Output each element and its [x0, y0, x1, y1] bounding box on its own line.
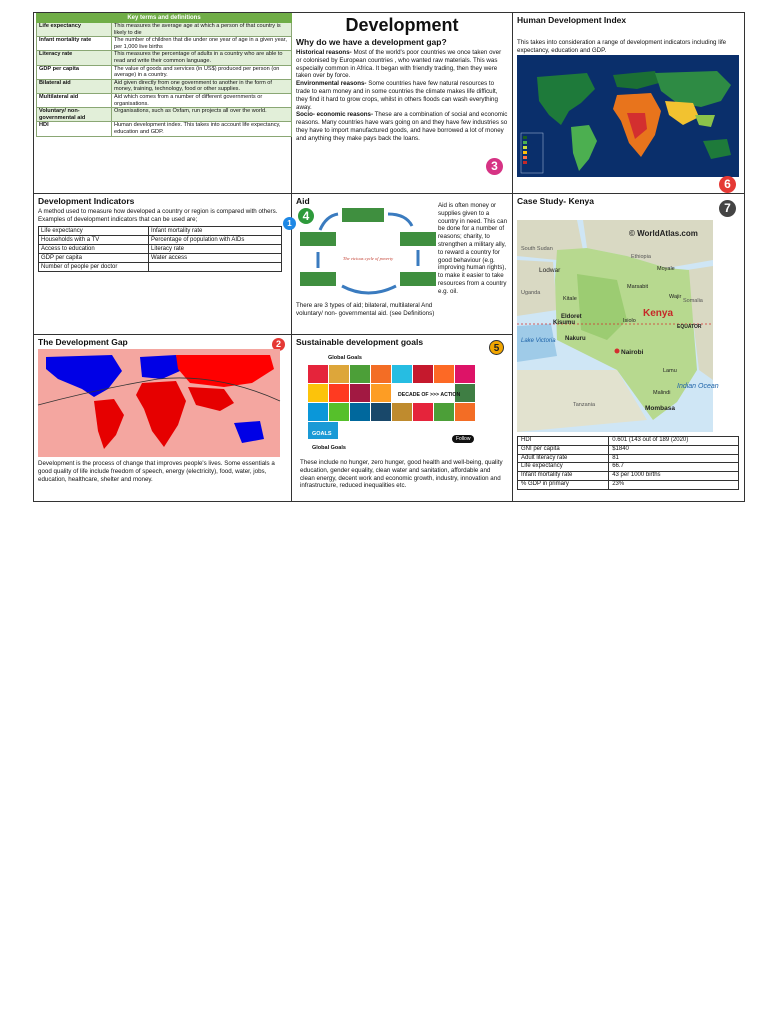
- follow-button[interactable]: Follow: [452, 435, 474, 443]
- term: Infant mortality rate: [37, 37, 112, 51]
- map-place: Lamu: [663, 368, 677, 374]
- badge-5: 5: [489, 340, 504, 355]
- hdi-text: This takes into consideration a range of development indicators including life expectancy, education and GDP.: [517, 39, 727, 54]
- map-place: Malindi: [653, 390, 671, 396]
- gap-reasons-panel: [292, 13, 513, 194]
- map-place: Kitale: [563, 296, 577, 302]
- environmental-text: Some countries have few natural resources to trade to earn money and in some countries the climate makes life difficult, they find it hard to grow crops, whilst in others floods can wash everything away.: [296, 80, 498, 111]
- map-place: Nairobi: [621, 349, 644, 356]
- map-place: Marsabit: [627, 284, 649, 290]
- sdg-text: These include no hunger, zero hunger, good health and well-being, quality education, gender equality, clean water and sanitation, affordable and clean energy, decent work and economic growth, industry, innovation and infrastructure, reduced inequalities etc.: [300, 459, 503, 490]
- tweet-footer: Global Goals: [312, 445, 346, 451]
- indicators-panel: [34, 194, 292, 335]
- sdg-tweet: [306, 351, 484, 455]
- map-place: Mombasa: [645, 405, 675, 412]
- gap-reasons-body: [296, 49, 508, 143]
- kenya-panel: [513, 194, 745, 502]
- badge-2: 2: [272, 338, 285, 351]
- stat-value: $1840: [609, 445, 739, 454]
- indicator: Water access: [149, 253, 282, 262]
- historical-text: Most of the world's poor countries we once taken over or colonised by European countries , who wanted raw materials. This was especially common in Africa. It began with friendly trading, then they were taken over by force.: [296, 49, 502, 80]
- kenya-map: [517, 220, 719, 432]
- map-place: Indian Ocean: [677, 383, 719, 390]
- map-place: Lodwar: [539, 267, 561, 274]
- definition: This measures the percentage of adults in a country who are able to read and write their common language.: [112, 51, 292, 65]
- map-place: Somalia: [683, 298, 703, 304]
- stat-value: 81: [609, 454, 739, 463]
- map-place: EQUATOR: [677, 324, 702, 330]
- hdi-panel: [513, 13, 745, 194]
- indicator: Households with a TV: [39, 235, 149, 244]
- stat-label: Adult literacy rate: [518, 454, 609, 463]
- map-place: Moyale: [657, 266, 675, 272]
- map-place: South Sudan: [521, 246, 553, 252]
- sdg-grid: [308, 365, 484, 439]
- indicators-table: [38, 226, 282, 272]
- definition: Organisations, such as Oxfam, run projects all over the world.: [112, 108, 292, 122]
- map-place: Eldoret: [561, 314, 582, 320]
- stat-value: 66.7: [609, 463, 739, 472]
- dev-gap-heading: The Development Gap: [38, 337, 128, 347]
- poverty-cycle-diagram: [296, 204, 436, 300]
- aid-side-text: Aid is often money or supplies given to a country in need. This can be done for a number of reasons; charity, to strengthen a military ally, to reward a country for good behaviour (e.g. improving human rights), to make it easier to take resources from a country e.g. oil.: [438, 202, 508, 295]
- sdg-panel: [292, 335, 513, 502]
- aid-types-text: There are 3 types of aid; bilateral, multilateral And voluntary/ non- governmental aid. (see Definitions): [296, 302, 435, 317]
- stat-label: HDI: [518, 437, 609, 446]
- definition: The value of goods and services (in US$) produced per person (on average) in a country.: [112, 65, 292, 79]
- map-credit: © WorldAtlas.com: [629, 229, 698, 238]
- key-terms-panel: [34, 13, 292, 194]
- dev-gap-panel: [34, 335, 292, 502]
- gap-reasons-heading: Why do we have a development gap?: [296, 37, 447, 47]
- map-place: Wajir: [669, 294, 682, 300]
- term: Literacy rate: [37, 51, 112, 65]
- map-place: Lake Victoria: [521, 338, 556, 344]
- indicator: Percentage of population with AIDs: [149, 235, 282, 244]
- badge-4: 4: [298, 208, 314, 224]
- indicator: GDP per capita: [39, 253, 149, 262]
- stat-label: GNI per capita: [518, 445, 609, 454]
- indicator: Access to education: [39, 244, 149, 253]
- stat-label: % GDP in primary: [518, 480, 609, 489]
- revision-sheet: [33, 12, 745, 502]
- stat-value: 0.601 (143 out of 189 (2020): [609, 437, 739, 446]
- map-country-label: Kenya: [643, 308, 674, 319]
- map-place: Kisumu: [553, 320, 576, 326]
- aid-panel: [292, 194, 513, 335]
- term: GDP per capita: [37, 65, 112, 79]
- map-place: Nakuru: [565, 336, 586, 342]
- decade-label: DECADE OF >>> ACTION: [398, 392, 461, 398]
- term: Multilateral aid: [37, 93, 112, 107]
- map-place: Tanzania: [573, 402, 596, 408]
- hdi-world-map: [517, 55, 739, 177]
- term: Voluntary/ non-governmental aid: [37, 108, 112, 122]
- indicator: Number of people per doctor: [39, 262, 149, 271]
- historical-label: Historical reasons-: [296, 49, 352, 56]
- badge-7: 7: [719, 200, 736, 217]
- indicators-heading: Development Indicators: [38, 196, 135, 206]
- indicator: Literacy rate: [149, 244, 282, 253]
- key-terms-table: [36, 13, 292, 137]
- environmental-label: Environmental reasons-: [296, 80, 367, 88]
- badge-3: 3: [486, 158, 503, 175]
- indicator: Life expectancy: [39, 226, 149, 235]
- definition: Human development index. This takes into account life expectancy, education and GDP.: [112, 122, 292, 136]
- hdi-heading: Human Development Index: [517, 15, 627, 25]
- term: Life expectancy: [37, 23, 112, 37]
- indicator: Infant mortality rate: [149, 226, 282, 235]
- stat-label: Life expectancy: [518, 463, 609, 472]
- indicators-text: A method used to measure how developed a country or region is compared with others. Examples of development indicators that can be used are;: [38, 208, 278, 223]
- map-place: Isiolo: [623, 318, 636, 324]
- socio-text: These are a combination of social and economic reasons. Many countries have wars going on and they have few industries so they have to import manufactured goods, and have borrowed a lot of money and anything they make pays back the loans.: [296, 111, 508, 142]
- badge-1: 1: [283, 217, 296, 230]
- indicator: [149, 262, 282, 271]
- north-south-map: [38, 349, 280, 457]
- definition: Aid which comes from a number of different governments or organisations.: [112, 93, 292, 107]
- definition: The number of children that die under one year of age in a given year, per 1,000 live births: [112, 37, 292, 51]
- term: Bilateral aid: [37, 79, 112, 93]
- map-place: Ethiopia: [631, 254, 651, 260]
- term: HDI: [37, 122, 112, 136]
- stat-value: 43 per 1000 births: [609, 472, 739, 481]
- sdg-heading: Sustainable development goals: [296, 337, 424, 347]
- definition: Aid given directly from one government to another in the form of money, training, technology, food or other supplies.: [112, 79, 292, 93]
- stat-label: Infant mortality rate: [518, 472, 609, 481]
- badge-6: 6: [719, 176, 736, 193]
- kenya-heading: Case Study- Kenya: [517, 196, 594, 206]
- page-title: Development: [345, 15, 459, 35]
- tweet-author: Global Goals: [328, 355, 362, 361]
- map-place: Uganda: [521, 290, 541, 296]
- socio-label: Socio- economic reasons-: [296, 111, 374, 119]
- dev-gap-text: Development is the process of change that improves people's lives. Some essentials a good quality of life include freedom of speech, energy (electricity), food, water, jobs, education, healthcare, shelter and money.: [38, 460, 275, 483]
- kenya-stats-table: [517, 436, 739, 490]
- stat-value: 23%: [609, 480, 739, 489]
- key-terms-header: Key terms and definitions: [37, 14, 292, 23]
- aid-heading: Aid: [296, 196, 310, 206]
- cycle-label: The vicious cycle of poverty: [342, 256, 394, 261]
- definition: This measures the average age at which a person of that country is likely to die: [112, 23, 292, 37]
- goals-label: GOALS: [312, 431, 332, 437]
